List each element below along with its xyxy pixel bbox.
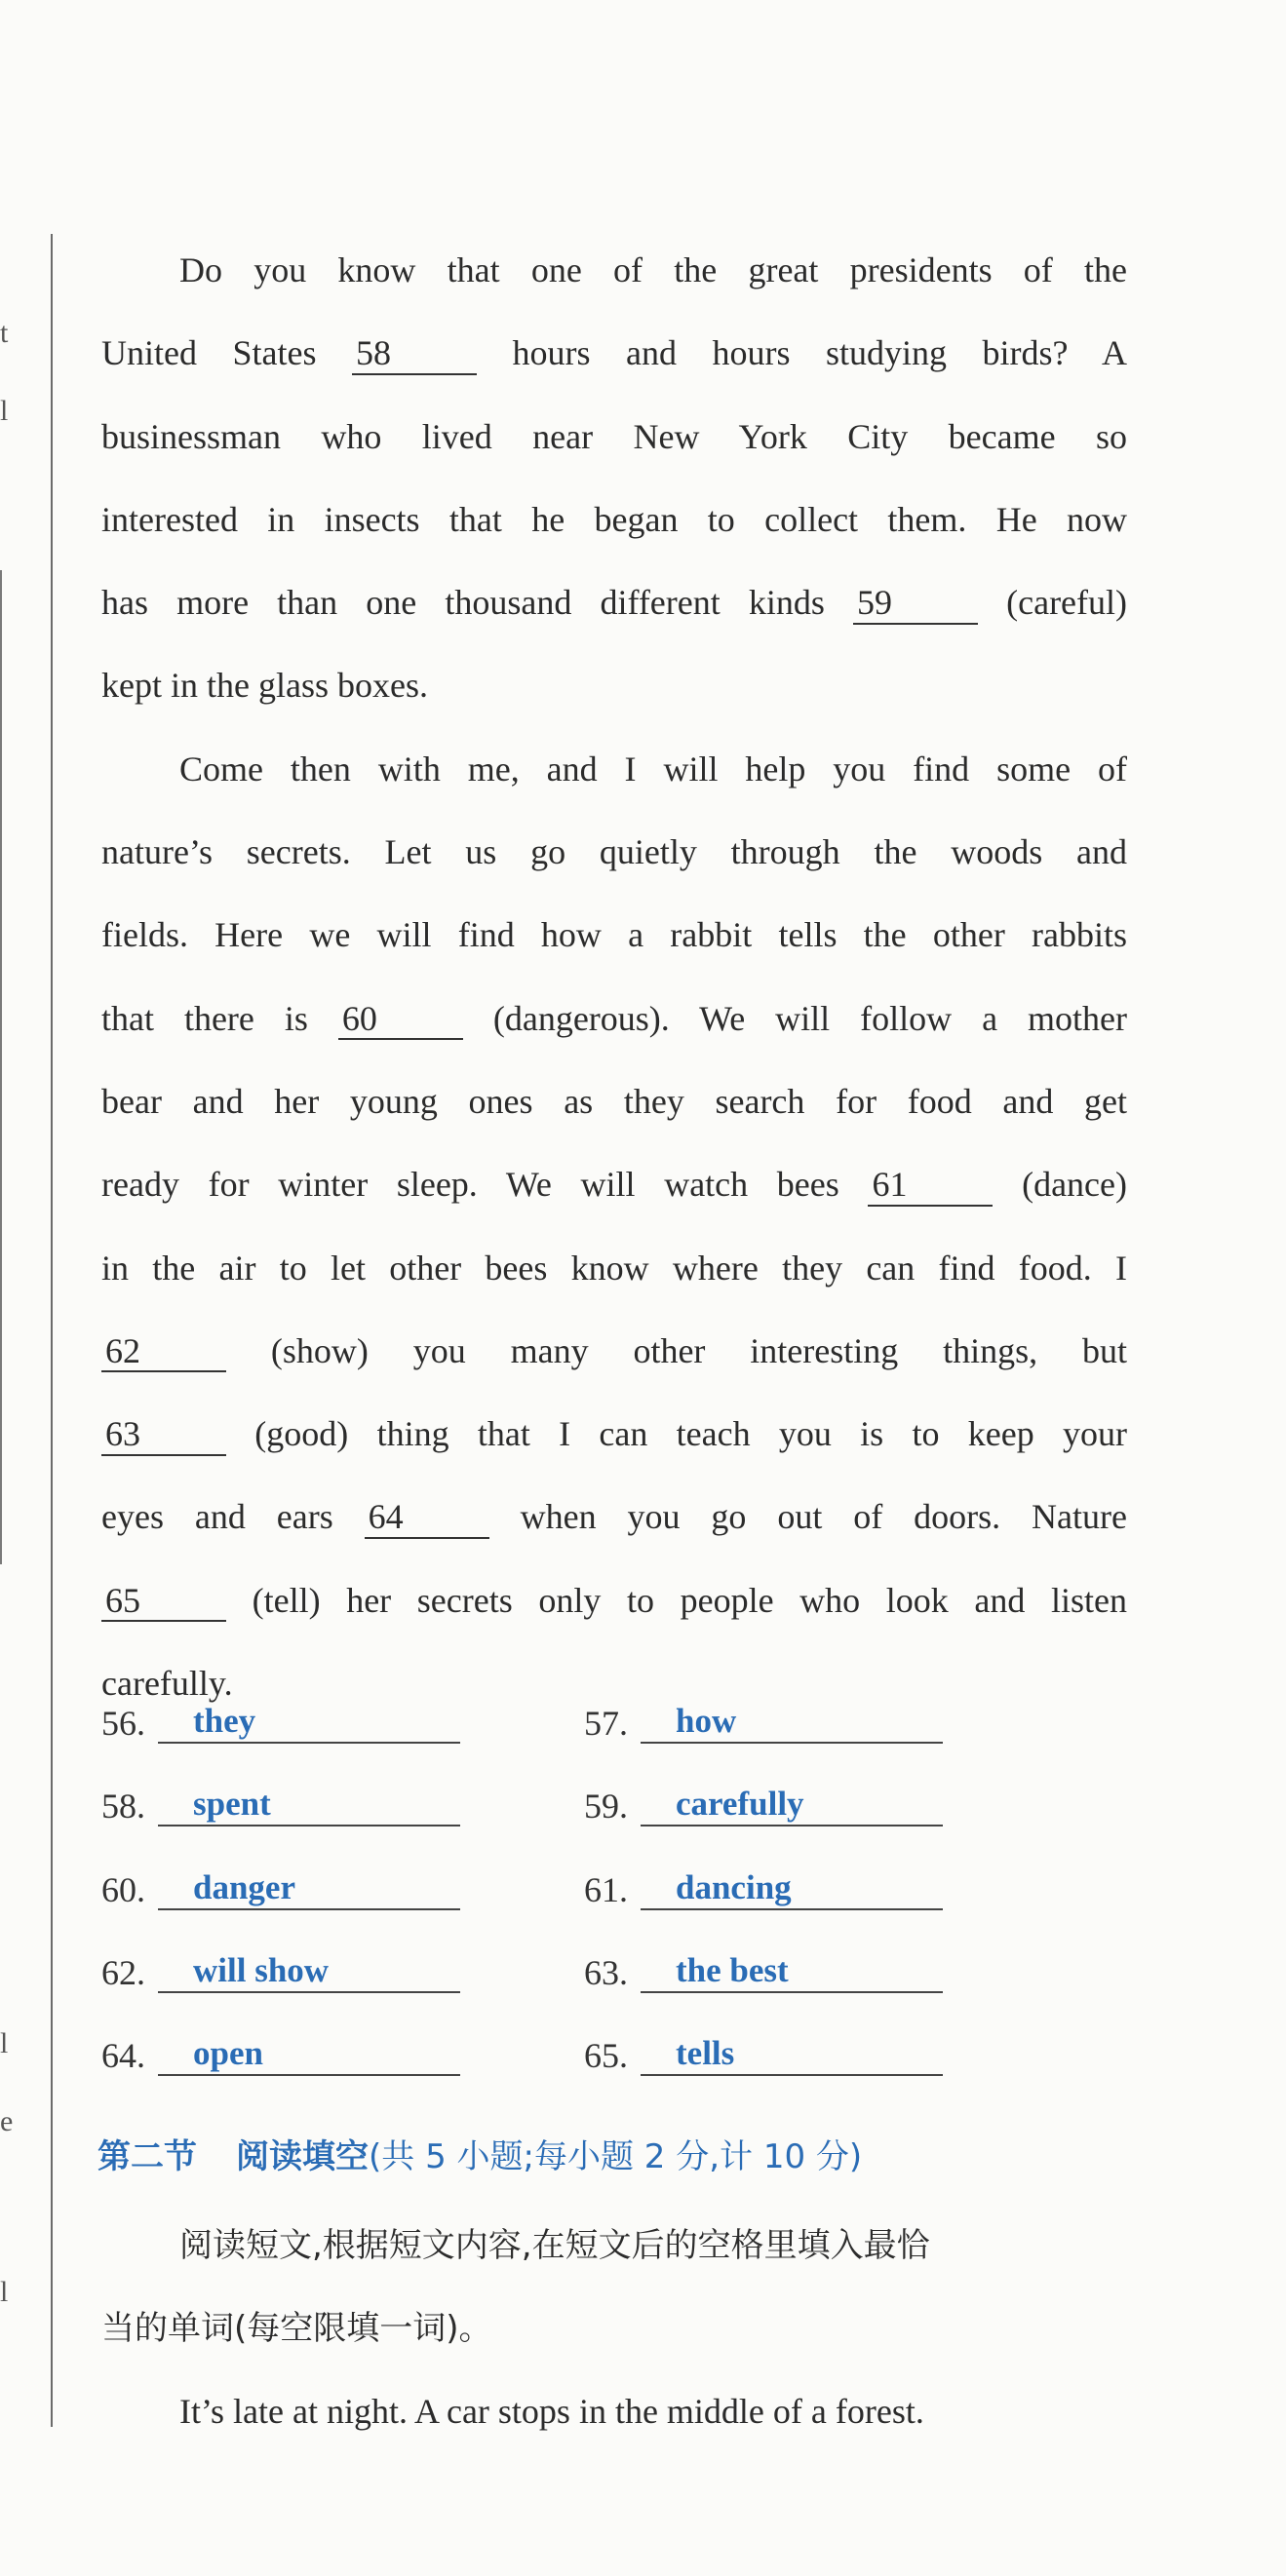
passage-text: eyes and ears	[101, 1497, 333, 1537]
answer-number: 60.	[101, 1869, 145, 1909]
passage-text: ready for winter sleep. We will watch bees	[101, 1165, 839, 1205]
passage-line	[101, 1393, 1127, 1476]
answer-item	[584, 1950, 943, 1993]
answer-row	[101, 1867, 1076, 1950]
passage-line	[101, 1143, 1127, 1226]
margin-rule	[51, 234, 53, 2427]
story-passage	[101, 2370, 1127, 2453]
answer-text: the best	[641, 1950, 943, 1993]
blank-61: 61	[868, 1166, 993, 1207]
section-meta: (共 5 小题;每小题 2 分,计 10 分)	[369, 2137, 863, 2176]
blank-58: 58	[352, 334, 477, 375]
blank-59: 59	[853, 584, 978, 625]
passage-line: nature’s secrets. Let us go quietly through the woods and	[101, 832, 1127, 872]
answer-number: 59.	[584, 1787, 628, 1826]
passage-line	[101, 561, 1127, 644]
answer-item	[101, 1701, 460, 1744]
answer-item	[584, 1867, 943, 1910]
blank-64: 64	[365, 1498, 489, 1539]
answer-text: spent	[158, 1784, 460, 1826]
answer-text: tells	[641, 2033, 943, 2076]
blank-60: 60	[338, 1000, 463, 1041]
passage-text: hours and hours studying birds? A	[512, 333, 1128, 373]
margin-char: t	[0, 317, 9, 349]
answer-number: 63.	[584, 1952, 628, 1992]
story-line: It’s late at night. A car stops in the middle of a forest.	[179, 2392, 924, 2431]
passage-line: fields. Here we will find how a rabbit tells the other rabbits	[101, 915, 1127, 955]
section-label: 第二节	[97, 2137, 197, 2176]
instructions	[101, 2205, 1127, 2370]
passage-line: Do you know that one of the great presidents of the	[179, 250, 1127, 289]
passage-line: kept in the glass boxes.	[101, 666, 428, 706]
passage-text: (good) thing that I can teach you is to keep your	[254, 1414, 1127, 1454]
section-heading	[97, 2130, 862, 2177]
passage-line	[101, 978, 1127, 1060]
answer-item	[101, 1950, 460, 1993]
answer-row	[101, 2033, 1076, 2116]
answer-row	[101, 1950, 1076, 2033]
passage-text: when you go out of doors. Nature	[520, 1497, 1128, 1537]
answer-item	[584, 1701, 943, 1744]
answer-item	[584, 1784, 943, 1826]
passage-text: (tell) her secrets only to people who look and listen	[252, 1580, 1128, 1620]
passage-line	[101, 1310, 1127, 1393]
passage-text: has more than one thousand different kinds	[101, 583, 825, 623]
margin-char: e	[0, 2105, 14, 2137]
answer-text: carefully	[641, 1784, 943, 1826]
answer-text: will show	[158, 1950, 460, 1993]
blank-62: 62	[101, 1332, 226, 1373]
answer-item	[101, 1784, 460, 1826]
answer-number: 62.	[101, 1952, 145, 1992]
passage-line: carefully.	[101, 1664, 233, 1704]
answer-item	[101, 1867, 460, 1910]
answer-item	[101, 2033, 460, 2076]
passage-line: interested in insects that he began to collect them. He now	[101, 499, 1127, 539]
answer-number: 56.	[101, 1704, 145, 1743]
passage-text: (show) you many other interesting things, but	[270, 1330, 1127, 1370]
passage-line	[101, 312, 1127, 395]
answer-row	[101, 1784, 1076, 1866]
instruction-line: 阅读短文,根据短文内容,在短文后的空格里填入最恰	[179, 2226, 930, 2265]
answer-text: dancing	[641, 1867, 943, 1910]
passage-line: in the air to let other bees know where they can find food. I	[101, 1248, 1127, 1288]
answer-number: 61.	[584, 1869, 628, 1909]
answer-text: how	[641, 1701, 943, 1744]
answer-text: open	[158, 2033, 460, 2076]
answer-text: danger	[158, 1867, 460, 1910]
answer-row	[101, 1701, 1076, 1784]
blank-63: 63	[101, 1415, 226, 1456]
passage-line	[101, 1559, 1127, 1642]
answer-key	[101, 1701, 1076, 2116]
answer-item	[584, 2033, 943, 2076]
passage-text: that there is	[101, 998, 308, 1038]
passage-text: (dance)	[1022, 1165, 1128, 1205]
answer-number: 58.	[101, 1787, 145, 1826]
passage-line: bear and her young ones as they search for food and get	[101, 1081, 1127, 1121]
answer-number: 64.	[101, 2036, 145, 2076]
passage-text: (dangerous). We will follow a mother	[492, 998, 1128, 1038]
passage-text: United States	[101, 333, 317, 373]
section-title: 阅读填空	[236, 2137, 369, 2176]
passage	[101, 229, 1127, 1725]
passage-line	[101, 1476, 1127, 1558]
margin-box-edge	[0, 570, 2, 1564]
margin-char: l	[0, 395, 9, 427]
paragraph-1	[101, 229, 1127, 728]
answer-text: they	[158, 1701, 460, 1744]
passage-text: (careful)	[1006, 583, 1128, 623]
paragraph-2	[101, 728, 1127, 1726]
instruction-line: 当的单词(每空限填一词)。	[101, 2309, 492, 2348]
answer-number: 65.	[584, 2036, 628, 2076]
margin-char: l	[0, 2276, 9, 2308]
passage-line: Come then with me, and I will help you find some of	[179, 749, 1127, 788]
answer-number: 57.	[584, 1704, 628, 1743]
blank-65: 65	[101, 1582, 226, 1623]
passage-line: businessman who lived near New York City became so	[101, 416, 1127, 456]
margin-char: l	[0, 2027, 9, 2059]
